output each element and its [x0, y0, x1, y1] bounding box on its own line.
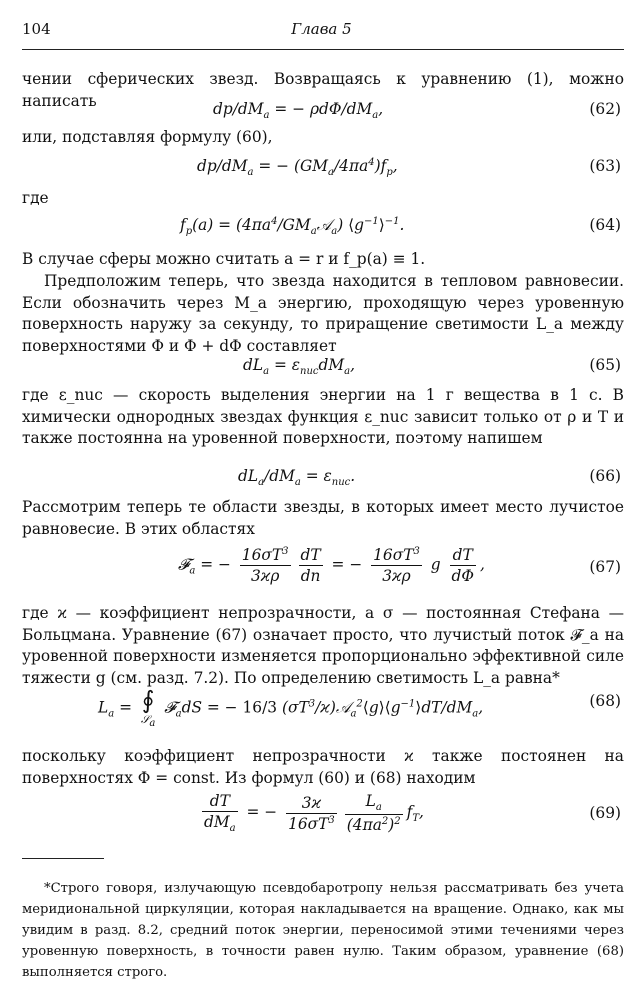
equation-number-62: (62)	[589, 100, 621, 118]
paragraph-9: поскольку коэффициент непрозрачности ϰ также постоянен на поверхностях Φ = const. Из формул (60) и (68) находим	[22, 747, 624, 787]
equation-67: 𝓕$_a$ = − $\frac{16\sigma T^3}{3ϰ\rho}$ $\frac{dT}{dn}$ = − $\frac{16\sigma T^3}{3ϰ\rho}$ g $\frac{dT}{d\Phi}$ ,	[178, 546, 485, 586]
equation-66: $dL_a/dM_a = \varepsilon_{nuc}$.	[238, 467, 356, 489]
page-number: 104	[22, 20, 51, 38]
equation-65: $dL_a = \varepsilon_{nuc}dM_a$,	[243, 356, 355, 378]
equation-68: $L_a$ = ∮ 𝒮$_a$ 𝓕$_a$dS = − 16/3 $(\sigma T^3/ϰ)𝒜_a^2⟨g⟩⟨g^{-1}⟩dT/dM_a$,	[98, 686, 484, 730]
equation-number-63: (63)	[589, 157, 621, 175]
paragraph-1: чении сферических звезд. Возвращаясь к уравнению (1), можно написать	[22, 70, 624, 110]
paragraph-7: Рассмотрим теперь те области звезды, в которых имеет место лучистое равновесие. В этих областях	[22, 498, 624, 538]
paragraph-4: В случае сферы можно считать a = r и f_p(a) ≡ 1.	[22, 250, 426, 268]
equation-63: $dp/dM_a$ = − $(GM_a/4\pi a^4)f_p$,	[197, 157, 398, 179]
equation-69: $\frac{dT}{dM_a}$ = − $\frac{3ϰ}{16\sigma T^3}$ $\frac{L_a}{(4\pi a^2)^2}$ $f_T$,	[204, 792, 424, 835]
equation-64: $f_p(a)$ = $(4\pi a^4/GM_a𝒜_a)$ $⟨g^{-1}⟩^{-1}$.	[180, 216, 405, 238]
footnote-rule	[22, 858, 104, 859]
equation-number-69: (69)	[589, 804, 621, 822]
paragraph-6: где ε_nuc — скорость выделения энергии на 1 г вещества в 1 с. В химически однородных звездах функция ε_nuc зависит только от ρ и T и также постоянна на уровенной поверхности, поэтому напишем	[22, 386, 624, 447]
paragraph-5: Предположим теперь, что звезда находится в тепловом равновесии. Если обозначить через M_a энергию, проходящую через уровенную поверхность наружу за секунду, то приращение светимости L_a между поверхностями Φ и Φ + dΦ составляет	[22, 272, 624, 355]
equation-number-65: (65)	[589, 356, 621, 374]
equation-number-68: (68)	[589, 692, 621, 710]
header-rule	[22, 49, 624, 50]
footnote: *Строго говоря, излучающую псевдобаротропу нельзя рассматривать без учета меридиональной циркуляции, которая накладывается на вращение. Однако, как мы увидим в разд. 8.2, средний поток энергии, переносимой этими течениями через уровенную поверхность, в точности равен нулю. Таким образом, уравнение (68) выполняется строго.	[22, 881, 624, 980]
equation-number-66: (66)	[589, 467, 621, 485]
chapter-title: Глава 5	[291, 20, 352, 38]
equation-number-64: (64)	[589, 216, 621, 234]
paragraph-8: где ϰ — коэффициент непрозрачности, а σ — постоянная Стефана — Больцмана. Уравнение (67) означает просто, что лучистый поток 𝓕_a на уровенной поверхности изменяется пропорционально эффективной силе тяжести g (см. разд. 7.2). По определению светимость L_a равна*	[22, 604, 624, 687]
equation-number-67: (67)	[589, 558, 621, 576]
equation-62: $dp/dM_a$ = − ρdΦ/$dM_a$,	[213, 100, 384, 122]
paragraph-2: или, подставляя формулу (60),	[22, 128, 273, 146]
paragraph-3: где	[22, 189, 49, 207]
